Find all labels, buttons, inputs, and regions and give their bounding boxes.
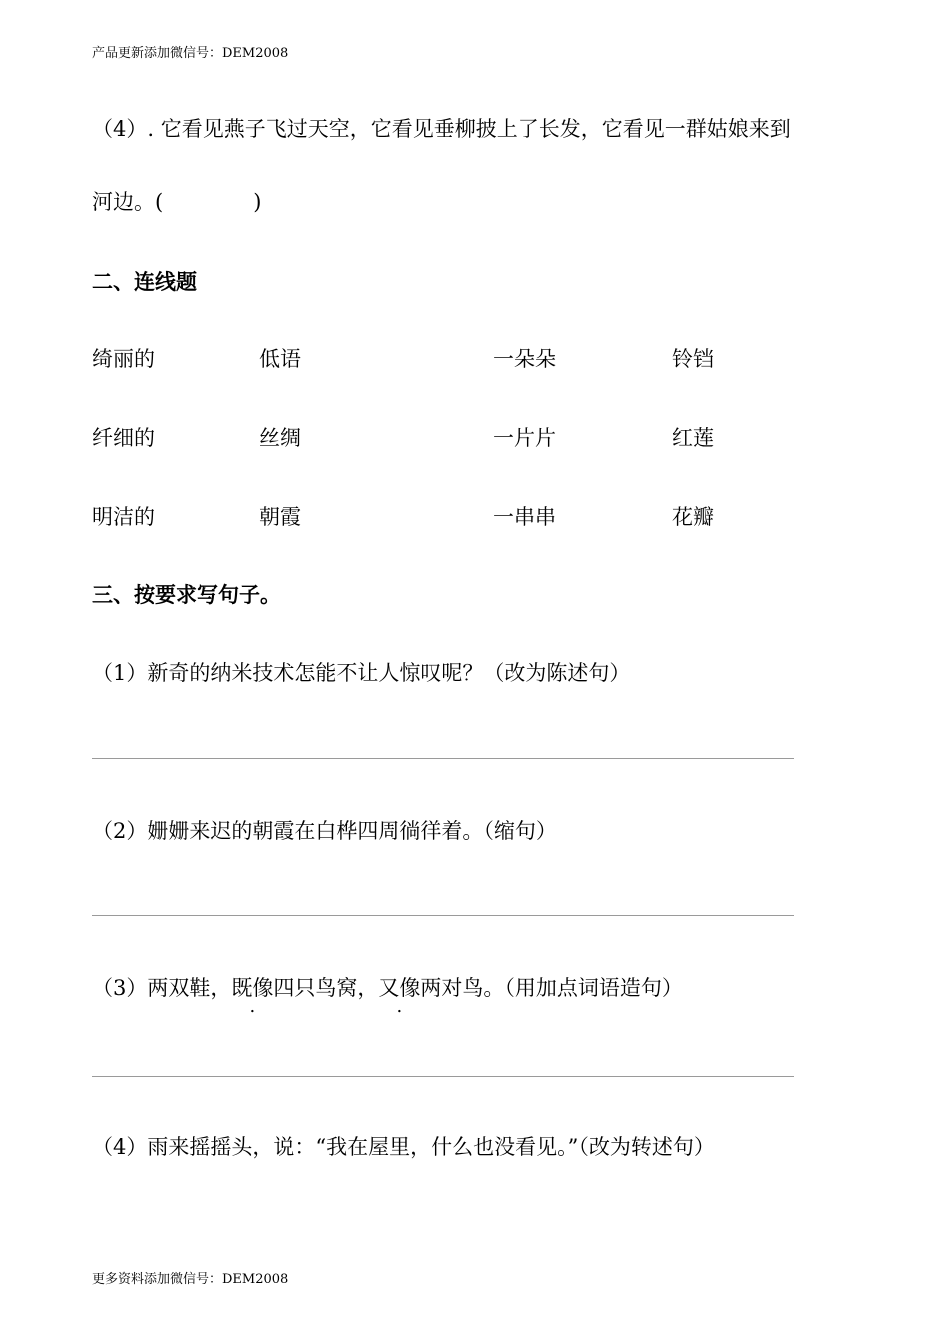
question-4-line-1: （4）. 它看见燕子飞过天空，它看见垂柳披上了长发，它看见一群姑娘来到	[92, 117, 791, 141]
dotted-word: 又像	[378, 976, 421, 1000]
question-3-prefix: （3）两双鞋，	[92, 976, 232, 1000]
match-item[interactable]: 明洁的	[92, 505, 155, 529]
match-item[interactable]: 一片片	[493, 426, 556, 450]
match-item[interactable]: 一朵朵	[493, 347, 556, 371]
answer-line[interactable]	[92, 758, 794, 759]
match-item[interactable]: 丝绸	[259, 426, 301, 450]
section-3-question-3	[92, 972, 683, 1002]
section-3-question-1: （1）新奇的纳米技术怎能不让人惊叹呢？（改为陈述句）	[92, 661, 631, 685]
page-header: 产品更新添加微信号：DEM2008	[92, 46, 289, 61]
match-item[interactable]: 花瓣	[672, 505, 714, 529]
match-item[interactable]: 朝霞	[259, 505, 301, 529]
dotted-word: 既像	[231, 976, 274, 1000]
match-item[interactable]: 一串串	[493, 505, 556, 529]
question-4-line-2-suffix: )	[253, 190, 262, 214]
match-item[interactable]: 铃铛	[672, 347, 714, 371]
answer-line[interactable]	[92, 915, 794, 916]
question-3-middle: 四只鸟窝，	[273, 976, 379, 1000]
answer-line[interactable]	[92, 1076, 794, 1077]
section-3-title: 三、按要求写句子。	[92, 582, 281, 607]
section-3-question-4: （4）雨来摇摇头，说：“我在屋里，什么也没看见。”（改为转述句）	[92, 1135, 715, 1159]
match-item[interactable]: 红莲	[672, 426, 714, 450]
page-footer: 更多资料添加微信号：DEM2008	[92, 1272, 289, 1287]
section-2-title: 二、连线题	[92, 269, 197, 294]
section-3-question-2: （2）姗姗来迟的朝霞在白桦四周徜徉着。（缩句）	[92, 819, 557, 843]
question-3-suffix: 两对鸟。（用加点词语造句）	[420, 976, 683, 1000]
match-item[interactable]: 绮丽的	[92, 347, 155, 371]
match-item[interactable]: 低语	[259, 347, 301, 371]
match-item[interactable]: 纤细的	[92, 426, 155, 450]
question-4-line-2	[92, 186, 261, 216]
question-4-line-2-prefix: 河边。(	[92, 190, 164, 214]
